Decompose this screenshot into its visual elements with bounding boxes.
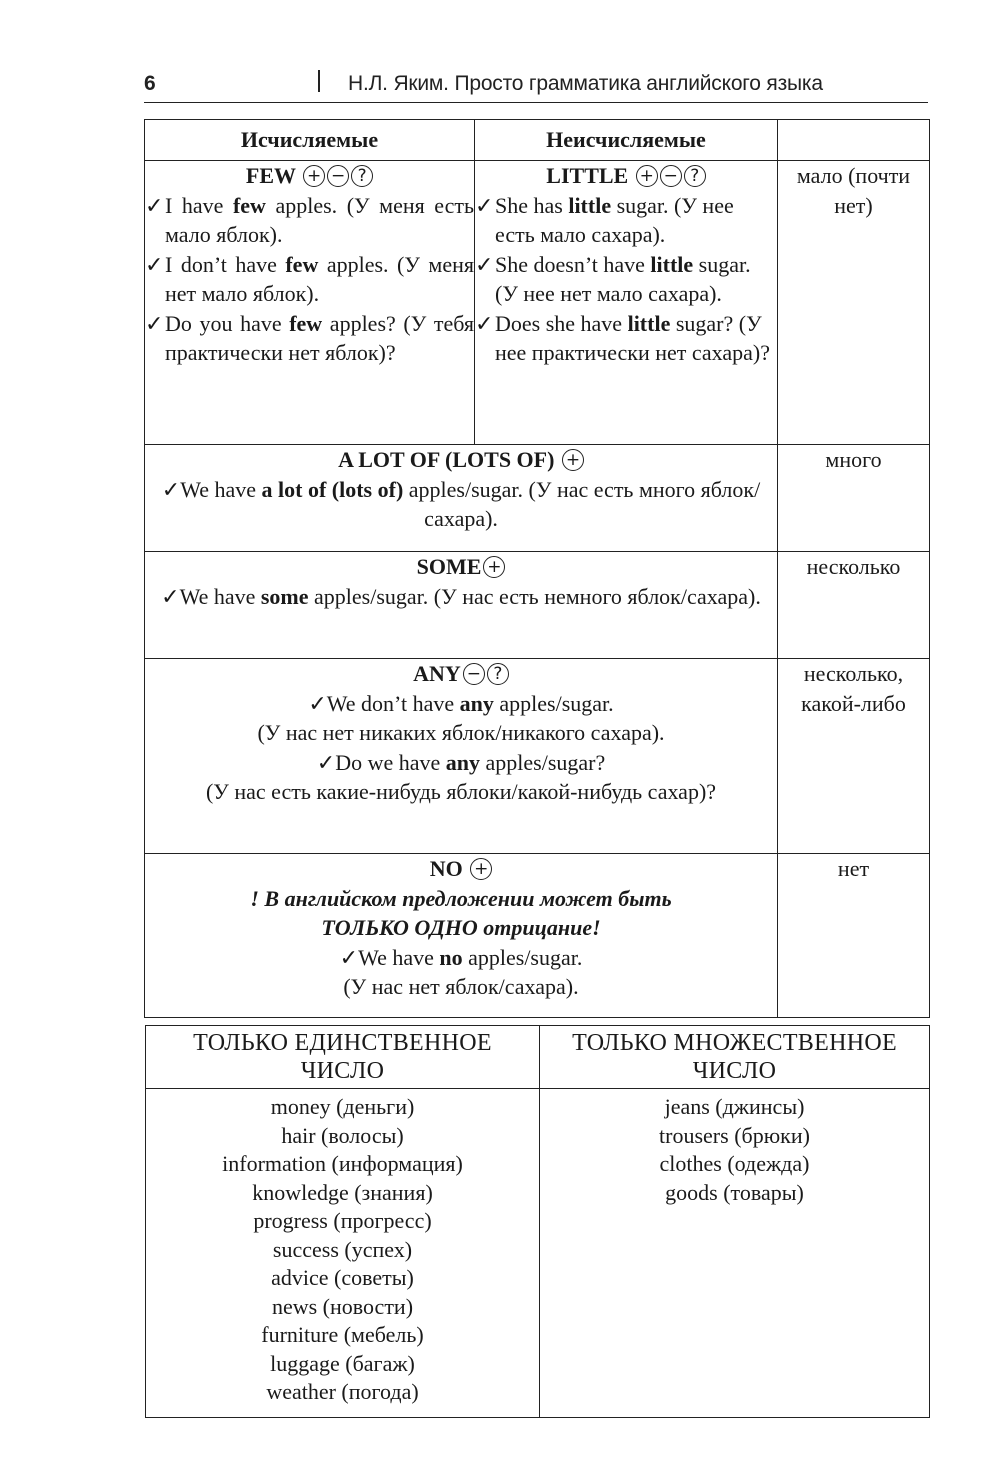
list-item: success (успех)	[272, 1236, 413, 1262]
plus-icon: +	[483, 556, 505, 578]
few-example-2-text: I don’t have few apples. (У меня нет мало яблок).	[165, 251, 474, 306]
header-plural-only-text: ТОЛЬКО МНОЖЕСТВЕННОЕ ЧИСЛО	[572, 1030, 897, 1084]
checkmark-icon: ✓	[475, 192, 494, 218]
any-cell	[145, 659, 778, 854]
little-example-3-text: Does she have little sugar? (У нее практически нет сахара)?	[495, 310, 771, 365]
a-lot-of-example	[145, 475, 777, 534]
list-item: luggage (багаж)	[270, 1350, 415, 1376]
list-item: information (информация)	[222, 1151, 463, 1176]
any-meaning	[778, 659, 930, 854]
no-cell	[145, 854, 778, 1018]
minus-icon: −	[463, 663, 485, 685]
no-keyword: NO	[429, 856, 463, 881]
quantifiers-table	[144, 119, 930, 1018]
few-little-row	[145, 161, 930, 445]
question-icon: ?	[487, 663, 509, 685]
checkmark-icon: ✓	[475, 251, 494, 277]
no-row	[145, 854, 930, 1018]
list-item: news (новости)	[271, 1293, 414, 1319]
number-header-row	[146, 1026, 930, 1089]
few-example-2	[145, 250, 474, 309]
few-cell	[145, 161, 475, 445]
plural-list	[540, 1089, 930, 1418]
list-item: goods (товары)	[665, 1179, 804, 1205]
any-keyword-line	[145, 659, 777, 689]
a-lot-of-keyword: A LOT OF (LOTS OF)	[338, 447, 555, 472]
keyword-emphasis: little	[568, 192, 612, 218]
number-list-row	[146, 1089, 930, 1418]
little-example-2-text: She doesn’t have little sugar. (У нее нет мало сахара).	[495, 251, 751, 306]
any-row	[145, 659, 930, 854]
little-example-3	[475, 309, 777, 368]
some-example	[145, 582, 777, 612]
any-example-1	[145, 689, 777, 719]
few-keyword: FEW	[245, 163, 296, 188]
some-row	[145, 552, 930, 659]
header-singular-only	[146, 1026, 540, 1089]
header-singular-only-text: ТОЛЬКО ЕДИНСТВЕННОЕ ЧИСЛО	[193, 1030, 492, 1084]
checkmark-icon: ✓	[161, 583, 180, 609]
any-example-1-text: We don’t have any apples/sugar.	[326, 690, 614, 716]
a-lot-of-meaning: много	[778, 445, 930, 552]
keyword-emphasis: a lot of (lots of)	[261, 476, 404, 502]
checkmark-icon: ✓	[145, 192, 164, 218]
list-item: knowledge (знания)	[252, 1179, 433, 1205]
little-example-2	[475, 250, 777, 309]
list-item: money (деньги)	[270, 1094, 415, 1119]
header-plural-only	[540, 1026, 930, 1089]
quantifiers-header-row	[145, 120, 930, 161]
checkmark-icon: ✓	[316, 749, 336, 775]
few-example-3	[145, 309, 474, 368]
list-item: weather (погода)	[266, 1379, 419, 1404]
plus-icon: +	[562, 449, 584, 471]
no-meaning: нет	[778, 854, 930, 1018]
checkmark-icon: ✓	[308, 690, 327, 716]
question-icon: ?	[351, 165, 373, 187]
few-little-meaning: мало (почти нет)	[778, 161, 930, 445]
checkmark-icon: ✓	[145, 310, 164, 336]
checkmark-icon: ✓	[339, 944, 359, 970]
little-example-1	[475, 191, 777, 250]
question-icon: ?	[684, 165, 706, 187]
any-example-2-text: Do we have any apples/sugar?	[335, 749, 606, 775]
some-example-text: We have some apples/sugar. (У нас есть немного яблок/сахара).	[179, 583, 761, 609]
few-keyword-line	[145, 161, 474, 191]
number-table	[145, 1025, 930, 1418]
a-lot-of-keyword-line	[145, 445, 777, 475]
keyword-emphasis: any	[445, 749, 481, 775]
some-meaning: несколько	[778, 552, 930, 659]
no-example	[145, 943, 777, 973]
few-example-3-text: Do you have few apples? (У тебя практически нет яблок)?	[165, 310, 475, 365]
list-item: hair (волосы)	[281, 1122, 404, 1148]
book-title: Н.Л. Яким. Просто грамматика английского языка	[348, 72, 823, 95]
keyword-emphasis: any	[459, 690, 494, 716]
no-example-text: We have no apples/sugar.	[358, 944, 583, 970]
keyword-emphasis: some	[260, 583, 309, 609]
any-example-2-translation: (У нас есть какие-нибудь яблоки/какой-нибудь сахар)?	[205, 779, 717, 804]
keyword-emphasis: no	[439, 944, 463, 970]
keyword-emphasis: little	[650, 251, 694, 277]
keyword-emphasis: little	[627, 310, 671, 336]
page-number: 6	[144, 72, 156, 95]
page-header	[144, 66, 928, 103]
list-item: progress (прогресс)	[253, 1208, 432, 1233]
some-cell	[145, 552, 778, 659]
no-note: ! В английском предложении может быть ТОЛЬКО ОДНО отрицание!	[250, 885, 672, 940]
plus-icon: +	[303, 165, 325, 187]
keyword-emphasis: few	[232, 192, 266, 218]
few-example-1-text: I have few apples. (У меня есть мало яблок).	[165, 192, 474, 247]
any-keyword: ANY	[413, 661, 461, 686]
list-item: furniture (мебель)	[261, 1322, 424, 1347]
checkmark-icon: ✓	[475, 310, 494, 336]
checkmark-icon: ✓	[161, 476, 181, 502]
plus-icon: +	[470, 858, 492, 880]
little-keyword: LITTLE	[546, 163, 629, 188]
list-item: jeans (джинсы)	[664, 1094, 805, 1119]
any-meaning-text: несколько, какой-либо	[801, 661, 906, 716]
little-example-1-text: She has little sugar. (У нее есть мало сахара).	[495, 192, 734, 247]
list-item: advice (советы)	[271, 1265, 414, 1290]
no-keyword-line	[145, 854, 777, 884]
list-item: trousers (брюки)	[659, 1122, 810, 1148]
singular-list	[146, 1089, 540, 1418]
some-keyword: SOME	[416, 554, 482, 579]
minus-icon: −	[660, 165, 682, 187]
little-keyword-line	[475, 161, 777, 191]
any-example-2	[145, 748, 777, 778]
header-divider	[318, 70, 320, 92]
keyword-emphasis: few	[289, 310, 323, 336]
few-example-1	[145, 191, 474, 250]
checkmark-icon: ✓	[145, 251, 164, 277]
little-cell	[475, 161, 778, 445]
any-example-1-translation: (У нас нет никаких яблок/никакого сахара).	[257, 720, 665, 745]
header-countable: Исчисляемые	[145, 120, 475, 161]
a-lot-of-example-text: We have a lot of (lots of) apples/sugar. (У нас есть много яблок/сахара).	[180, 476, 761, 531]
keyword-emphasis: few	[285, 251, 319, 277]
minus-icon: −	[327, 165, 349, 187]
a-lot-of-cell	[145, 445, 778, 552]
header-meaning	[778, 120, 930, 161]
plus-icon: +	[636, 165, 658, 187]
some-keyword-line	[145, 552, 777, 582]
header-uncountable: Неисчисляемые	[475, 120, 778, 161]
no-example-translation: (У нас нет яблок/сахара).	[343, 974, 579, 999]
a-lot-of-row	[145, 445, 930, 552]
list-item: clothes (одежда)	[659, 1151, 810, 1176]
